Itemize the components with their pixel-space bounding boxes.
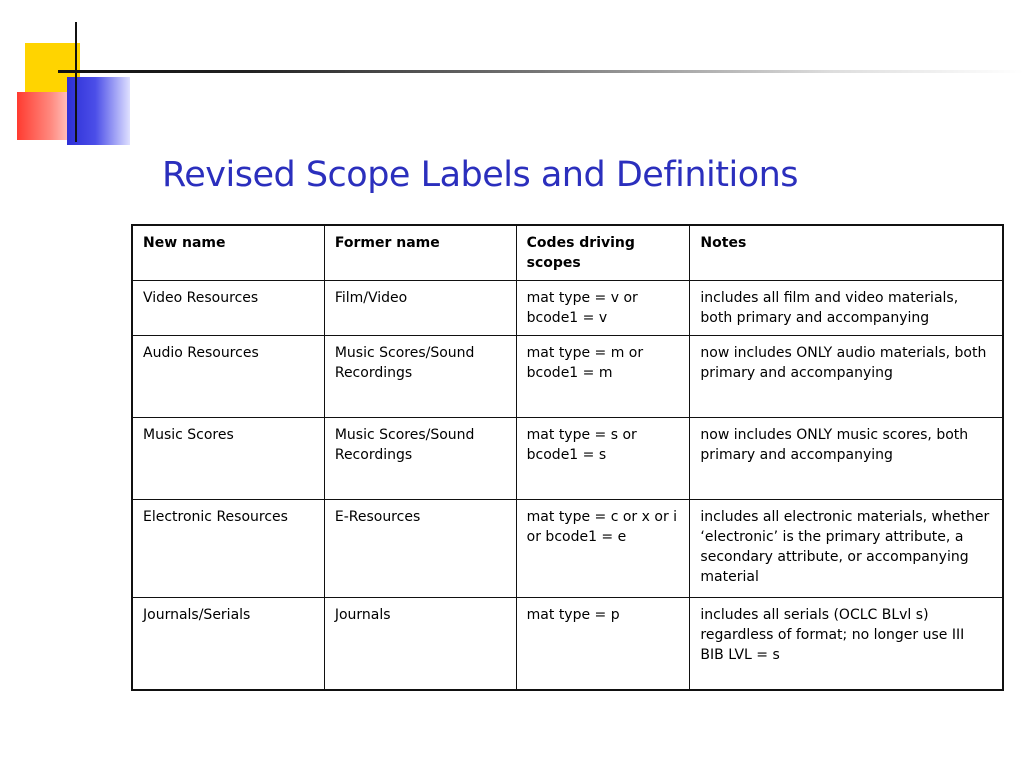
table-row: [132, 500, 1003, 598]
cell-codes: mat type = v or bcode1 = v: [516, 281, 690, 336]
slide-title: Revised Scope Labels and Definitions: [162, 155, 799, 195]
cell-former-name: Music Scores/Sound Recordings: [324, 418, 516, 500]
cell-notes: includes all serials (OCLC BLvl s) regardless of format; no longer use III BIB LVL = s: [690, 598, 1003, 691]
horizontal-rule: [58, 70, 1024, 73]
cell-notes: now includes ONLY music scores, both primary and accompanying: [690, 418, 1003, 500]
cell-codes: mat type = c or x or i or bcode1 = e: [516, 500, 690, 598]
vertical-rule: [75, 22, 77, 142]
header-new-name: New name: [132, 225, 324, 281]
table-row: [132, 418, 1003, 500]
cell-codes: mat type = s or bcode1 = s: [516, 418, 690, 500]
header-codes: Codes driving scopes: [516, 225, 690, 281]
cell-notes: includes all film and video materials, both primary and accompanying: [690, 281, 1003, 336]
cell-notes: now includes ONLY audio materials, both primary and accompanying: [690, 336, 1003, 418]
decorative-logo: [0, 0, 1024, 160]
cell-new-name: Video Resources: [132, 281, 324, 336]
header-notes: Notes: [690, 225, 1003, 281]
table-row: [132, 598, 1003, 691]
scope-table: [131, 224, 1004, 691]
cell-codes: mat type = m or bcode1 = m: [516, 336, 690, 418]
table-row: [132, 336, 1003, 418]
cell-codes: mat type = p: [516, 598, 690, 691]
table-header-row: [132, 225, 1003, 281]
cell-former-name: Film/Video: [324, 281, 516, 336]
cell-new-name: Electronic Resources: [132, 500, 324, 598]
cell-former-name: E-Resources: [324, 500, 516, 598]
cell-new-name: Music Scores: [132, 418, 324, 500]
header-former-name: Former name: [324, 225, 516, 281]
cell-former-name: Music Scores/Sound Recordings: [324, 336, 516, 418]
cell-new-name: Journals/Serials: [132, 598, 324, 691]
cell-new-name: Audio Resources: [132, 336, 324, 418]
cell-notes: includes all electronic materials, whether ‘electronic’ is the primary attribute, a secondary attribute, or accompanying material: [690, 500, 1003, 598]
table-row: [132, 281, 1003, 336]
cell-former-name: Journals: [324, 598, 516, 691]
